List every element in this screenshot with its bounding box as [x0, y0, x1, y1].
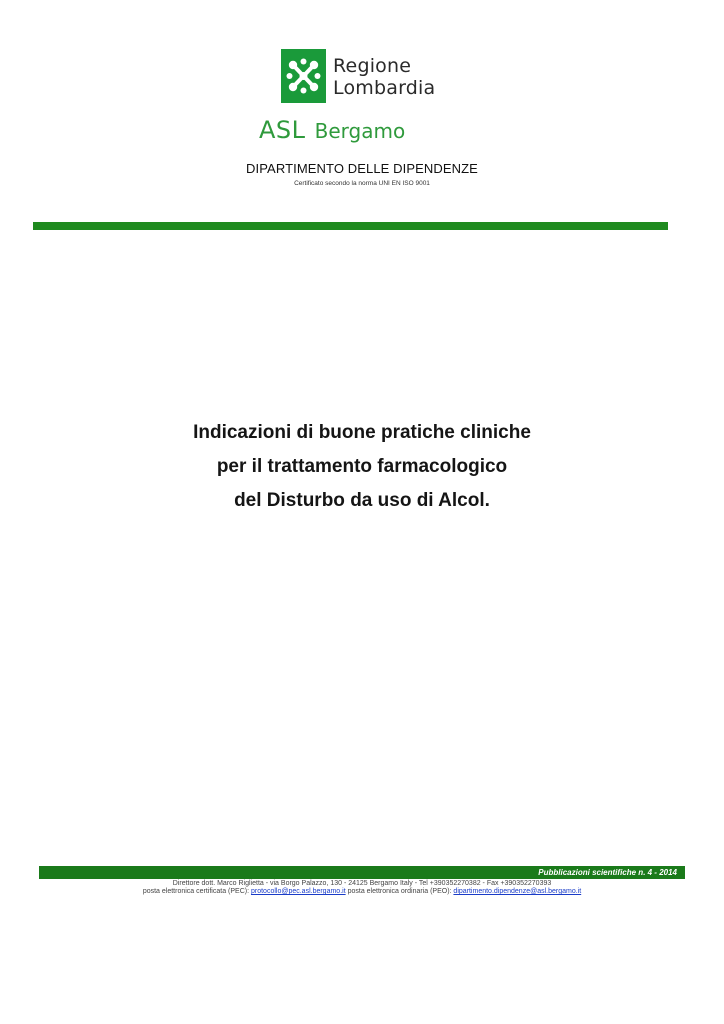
header-divider — [33, 222, 668, 230]
publication-number: Pubblicazioni scientifiche n. 4 - 2014 — [538, 868, 677, 877]
asl-label: ASL — [259, 116, 306, 144]
logo-text-regione: Regione — [333, 55, 412, 77]
regione-lombardia-logo — [281, 49, 441, 105]
document-title-line-1: Indicazioni di buone pratiche cliniche — [193, 422, 531, 443]
footer-emails — [0, 888, 724, 895]
department-title: DIPARTIMENTO DELLE DIPENDENZE — [246, 161, 478, 176]
document-title — [0, 421, 724, 523]
pec-email-link[interactable]: protocollo@pec.asl.bergamo.it — [250, 888, 346, 895]
peo-label: posta elettronica ordinaria (PEO): — [345, 888, 454, 895]
certification-note: Certificato secondo la norma UNI EN ISO 9001 — [294, 180, 430, 187]
document-title-line-3: del Disturbo da uso di Alcol. — [234, 490, 490, 511]
asl-city: Bergamo — [314, 119, 406, 143]
pec-label: posta elettronica certificata (PEC): — [142, 888, 251, 895]
document-title-line-2: per il trattamento farmacologico — [216, 456, 508, 477]
footer-contact: Direttore dott. Marco Riglietta - via Borgo Palazzo, 130 - 24125 Bergamo Italy - Tel +390352270382 - Fax +390352270393 — [172, 880, 552, 887]
logo-text-lombardia: Lombardia — [333, 77, 436, 99]
rosa-camuna-icon — [281, 49, 326, 103]
peo-email-link[interactable]: dipartimento.dipendenze@asl.bergamo.it — [453, 888, 582, 895]
asl-bergamo-heading — [259, 118, 405, 142]
footer-bar — [39, 866, 685, 879]
